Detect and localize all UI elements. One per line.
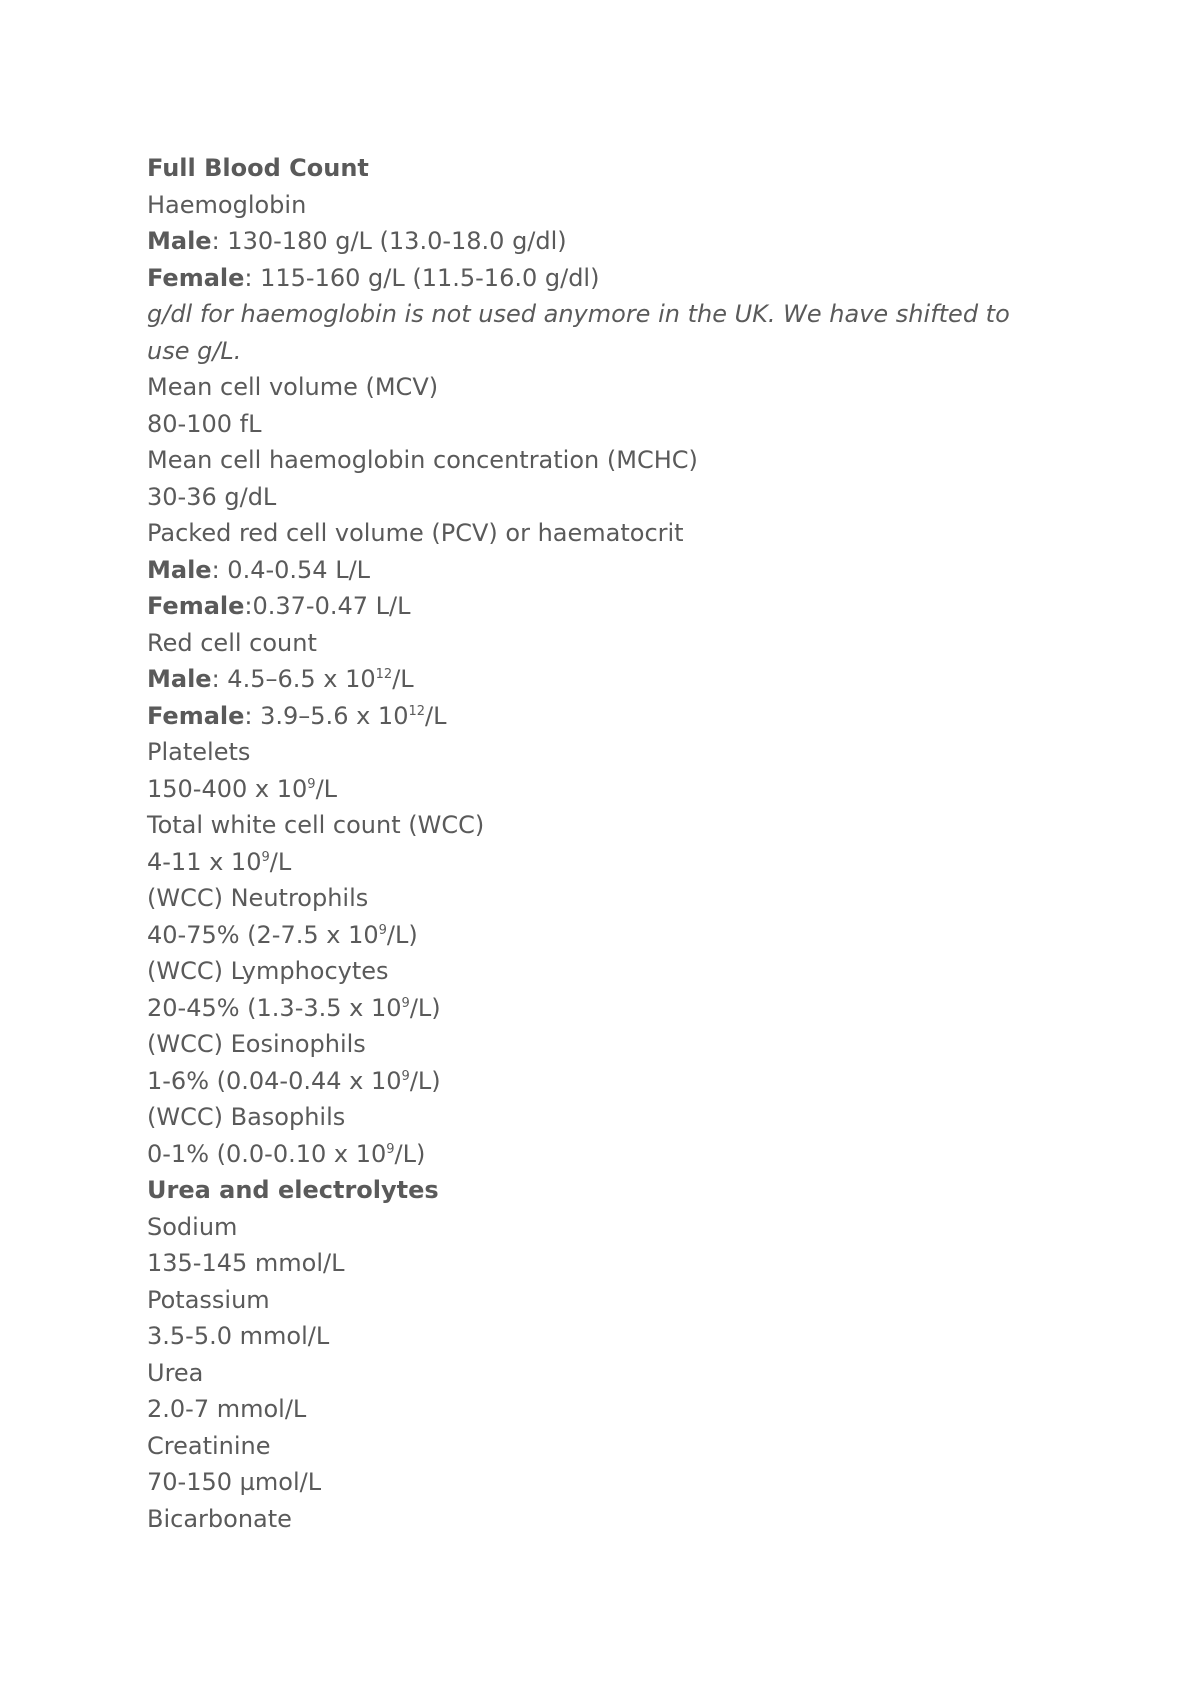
- female-label: Female: [147, 701, 245, 730]
- unit: /L): [386, 920, 418, 949]
- eosinophils-title: (WCC) Eosinophils: [147, 1030, 366, 1058]
- red-cell-count-title: Red cell count: [147, 628, 317, 657]
- exponent: 9: [386, 1141, 395, 1157]
- male-value: : 4.5–6.5 x 10: [211, 665, 376, 693]
- neutrophils-value: [147, 917, 1047, 954]
- mcv-title: Mean cell volume (MCV): [147, 373, 439, 401]
- bicarbonate-title: Bicarbonate: [147, 1504, 292, 1533]
- haemoglobin-female-range: [147, 260, 1047, 297]
- unit: /L): [394, 1139, 426, 1168]
- value: 150-400 x 10: [147, 774, 308, 803]
- unit: /L): [409, 1066, 441, 1095]
- pcv-title: Packed red cell volume (PCV) or haematocrit: [147, 519, 684, 547]
- section-heading-full-blood-count: Full Blood Count: [147, 154, 369, 182]
- pcv-female-range: [147, 588, 1047, 625]
- platelets-title: Platelets: [147, 738, 251, 766]
- female-value: :0.37-0.47 L/L: [244, 592, 411, 620]
- section-heading-urea-electrolytes: Urea and electrolytes: [147, 1176, 439, 1204]
- male-label: Male: [147, 665, 212, 693]
- creatinine-title: Creatinine: [147, 1431, 271, 1460]
- lymphocytes-title: (WCC) Lymphocytes: [147, 957, 389, 985]
- value: 40-75% (2-7.5 x 10: [147, 920, 379, 949]
- value: 20-45% (1.3-3.5 x 10: [147, 993, 402, 1022]
- neutrophils-title: (WCC) Neutrophils: [147, 884, 369, 912]
- value: 1-6% (0.04-0.44 x 10: [147, 1066, 402, 1095]
- basophils-title: (WCC) Basophils: [147, 1103, 346, 1131]
- male-value: : 0.4-0.54 L/L: [211, 555, 371, 584]
- haemoglobin-title: Haemoglobin: [147, 190, 307, 219]
- male-value: : 130-180 g/L (13.0-18.0 g/dl): [211, 227, 567, 255]
- wcc-title: Total white cell count (WCC): [147, 811, 485, 839]
- male-label: Male: [147, 555, 212, 584]
- mcv-value: 80-100 fL: [147, 409, 262, 438]
- platelets-value: [147, 771, 1047, 808]
- exponent: 9: [378, 922, 387, 938]
- female-value: : 115-160 g/L (11.5-16.0 g/dl): [244, 263, 600, 292]
- sodium-title: Sodium: [147, 1212, 238, 1241]
- potassium-title: Potassium: [147, 1285, 270, 1314]
- value: 4-11 x 10: [147, 847, 262, 876]
- urea-value: 2.0-7 mmol/L: [147, 1395, 307, 1423]
- mchc-value: 30-36 g/dL: [147, 482, 277, 511]
- potassium-value: 3.5-5.0 mmol/L: [147, 1322, 330, 1350]
- unit: /L: [269, 847, 292, 876]
- female-label: Female: [147, 263, 245, 292]
- exponent: 12: [408, 703, 426, 719]
- exponent: 9: [307, 776, 316, 792]
- exponent: 9: [401, 1068, 410, 1084]
- female-value: : 3.9–5.6 x 10: [244, 701, 409, 730]
- value: 0-1% (0.0-0.10 x 10: [147, 1139, 387, 1168]
- mchc-title: Mean cell haemoglobin concentration (MCHC): [147, 446, 698, 474]
- basophils-value: [147, 1136, 1047, 1173]
- male-label: Male: [147, 227, 212, 255]
- red-cell-count-male-range: [147, 661, 1047, 698]
- urea-title: Urea: [147, 1358, 204, 1387]
- eosinophils-value: [147, 1063, 1047, 1100]
- red-cell-count-female-range: [147, 698, 1047, 735]
- lymphocytes-value: [147, 990, 1047, 1027]
- unit: /L: [425, 701, 447, 730]
- female-label: Female: [147, 592, 245, 620]
- exponent: 12: [375, 667, 393, 682]
- document-content: [147, 150, 1047, 1537]
- exponent: 9: [401, 995, 410, 1011]
- wcc-value: [147, 844, 1047, 881]
- sodium-value: 135-145 mmol/L: [147, 1249, 345, 1277]
- haemoglobin-units-note: g/dl for haemoglobin is not used anymore in the UK. We have shifted to use g/L.: [147, 300, 1010, 365]
- haemoglobin-male-range: [147, 223, 1047, 260]
- unit: /L: [392, 665, 414, 693]
- unit: /L): [409, 993, 441, 1022]
- creatinine-value: 70-150 µmol/L: [147, 1468, 322, 1496]
- exponent: 9: [261, 849, 270, 865]
- unit: /L: [315, 774, 338, 803]
- pcv-male-range: [147, 552, 1047, 589]
